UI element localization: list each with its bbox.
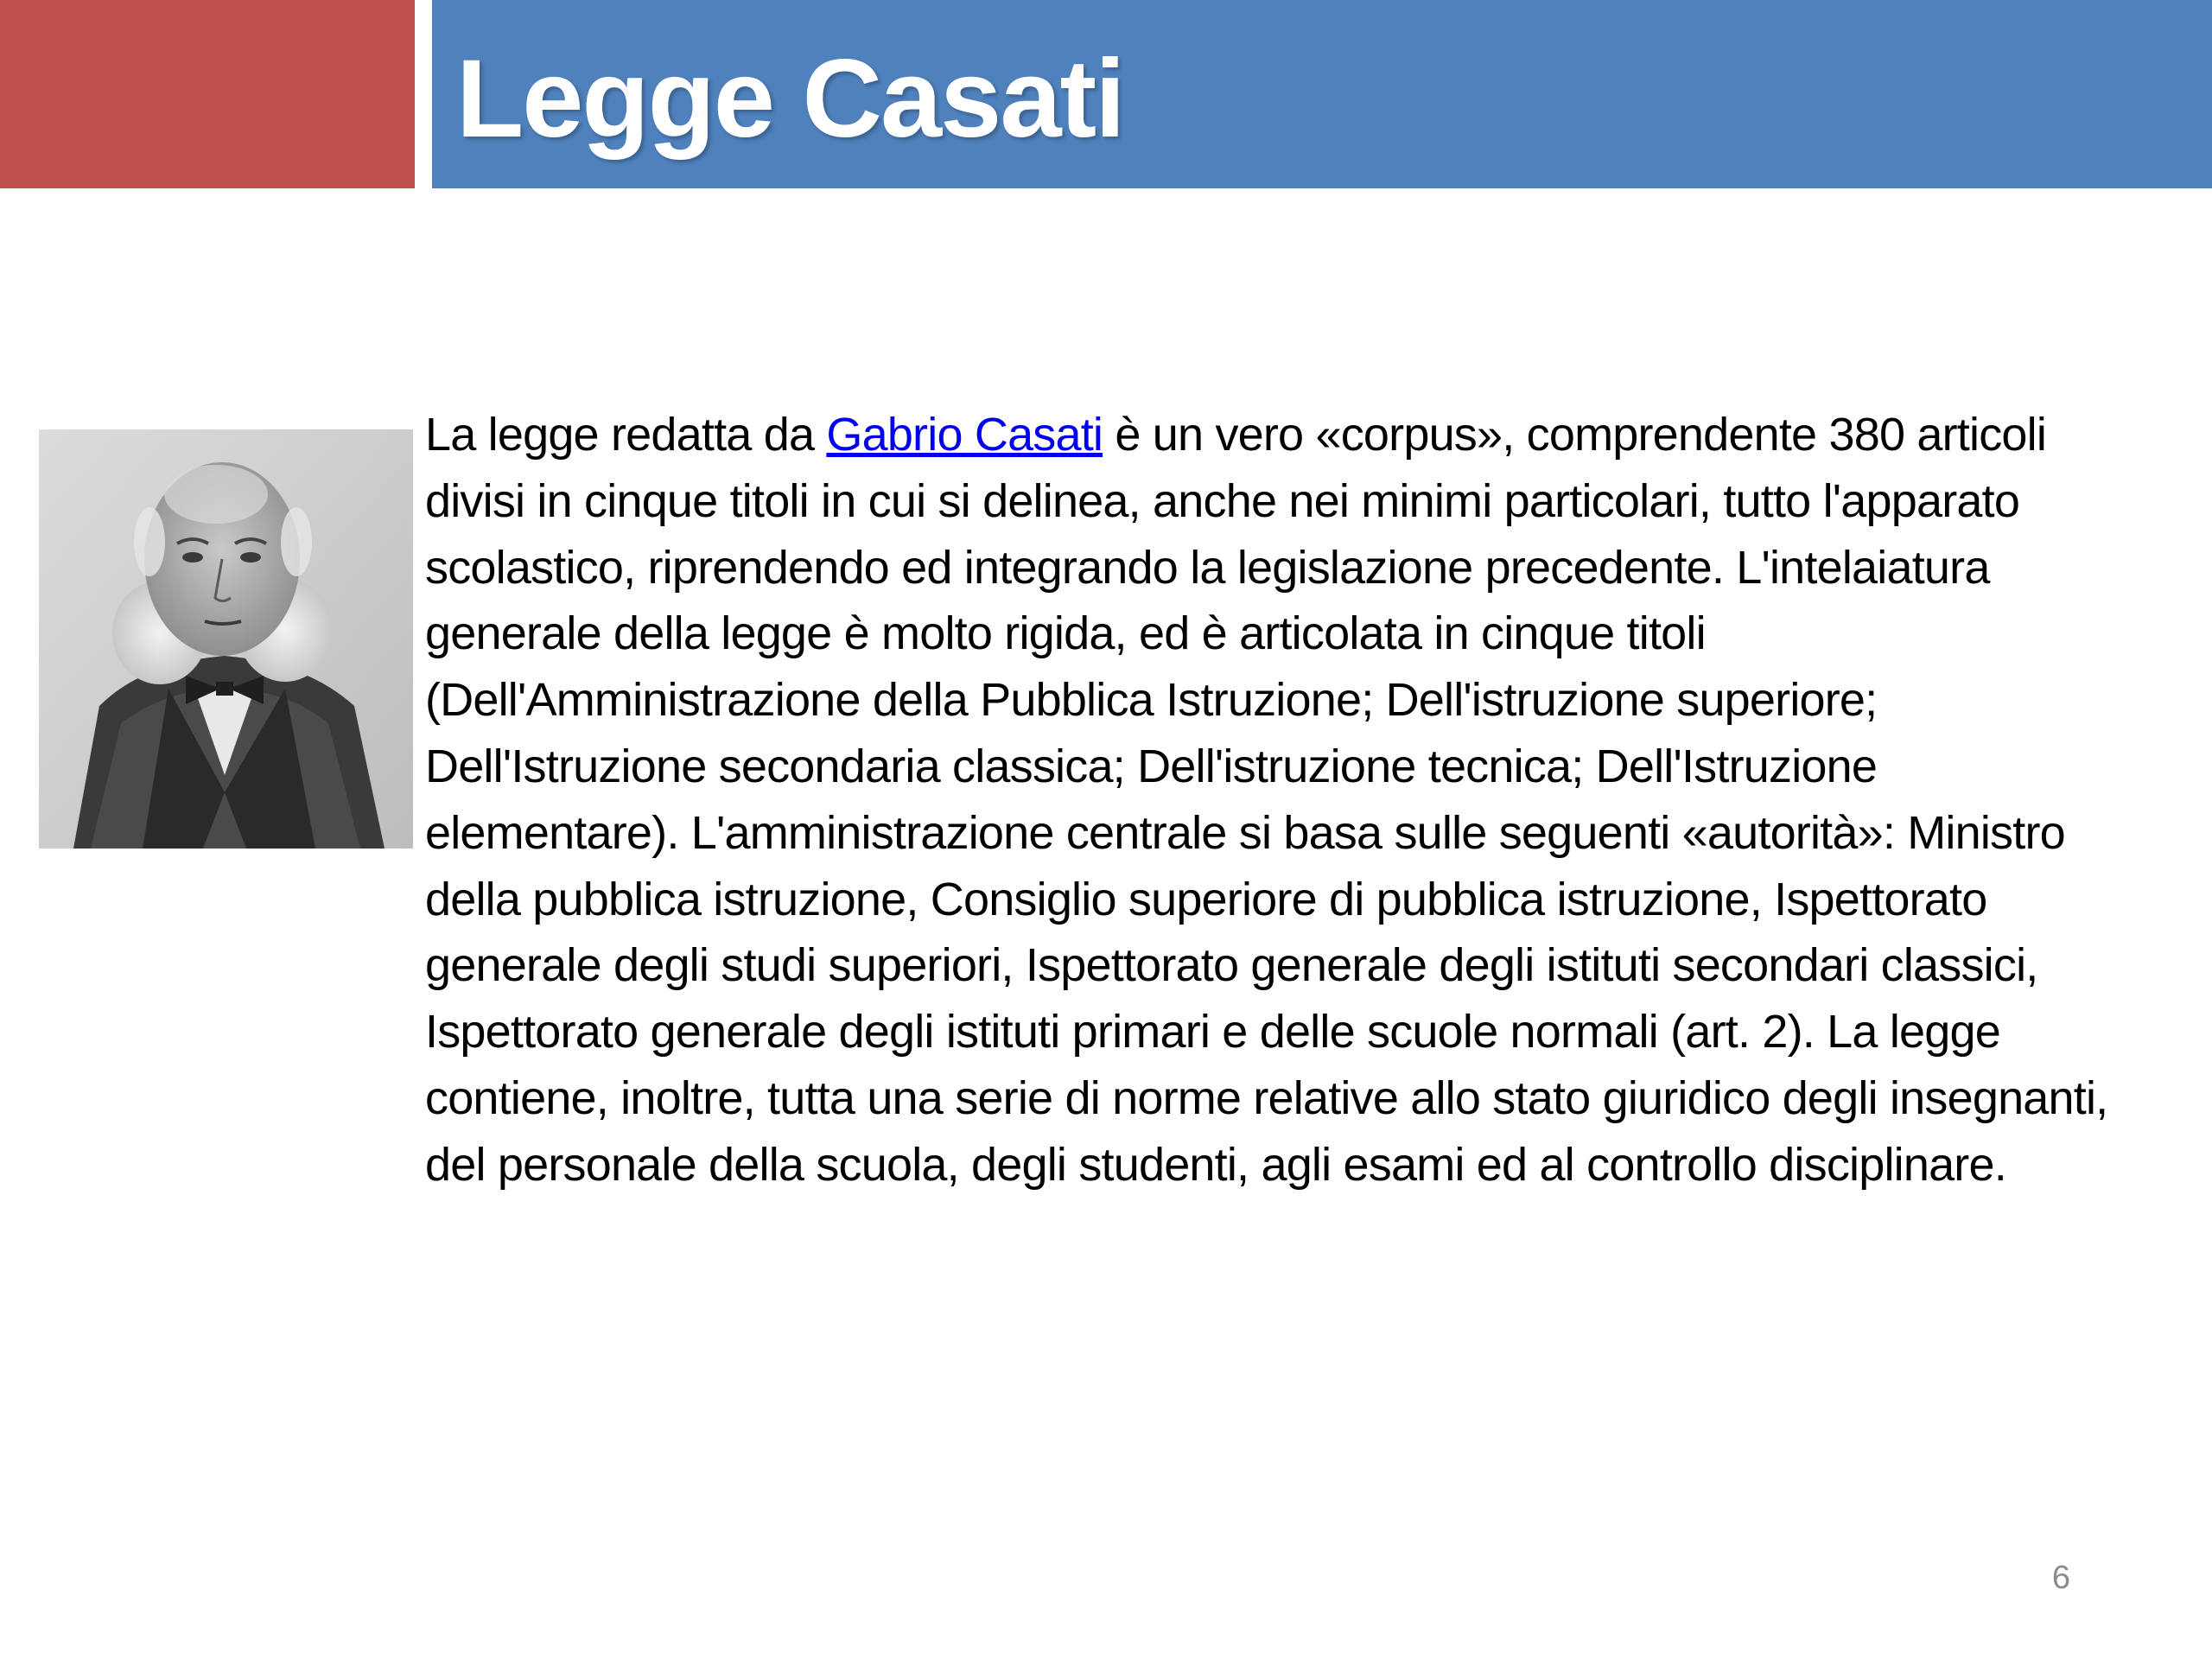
- body-line: scolastico, riprendendo ed integrando la legislazione precedente. L'intelaiatura: [425, 541, 1990, 594]
- portrait-photo: [39, 429, 413, 849]
- body-text-segment: La legge redatta da: [425, 409, 827, 461]
- body-line: generale degli studi superiori, Ispettorato generale degli istituti secondari classici,: [425, 939, 2038, 992]
- body-line: elementare). L'amministrazione centrale si basa sulle seguenti «autorità»: Ministro: [425, 806, 2065, 859]
- body-line: Dell'Istruzione secondaria classica; Dell'istruzione tecnica; Dell'Istruzione: [425, 740, 1878, 792]
- body-line: della pubblica istruzione, Consiglio superiore di pubblica istruzione, Ispettorato: [425, 873, 1987, 925]
- body-line: del personale della scuola, degli studenti, agli esami ed al controllo disciplinare.: [425, 1138, 2006, 1191]
- body-line: Ispettorato generale degli istituti primari e delle scuole normali (art. 2). La legge: [425, 1006, 2000, 1058]
- body-line: generale della legge è molto rigida, ed è articolata in cinque titoli: [425, 607, 1706, 660]
- header-accent-block: [0, 0, 415, 188]
- body-line: (Dell'Amministrazione della Pubblica Istruzione; Dell'istruzione superiore;: [425, 674, 1878, 727]
- body-line: [425, 402, 2162, 468]
- body-line: divisi in cinque titoli in cui si delinea, anche nei minimi particolari, tutto l'apparato: [425, 474, 2020, 527]
- body-paragraph: [425, 402, 2162, 1198]
- slide-title: Legge Casati: [456, 37, 1124, 161]
- page-number: 6: [2051, 1560, 2070, 1596]
- body-line: contiene, inoltre, tutta una serie di norme relative allo stato giuridico degli insegnanti,: [425, 1071, 2108, 1124]
- body-text-segment: è un vero «corpus», comprendente 380 articoli: [1103, 409, 2047, 461]
- gabrio-casati-link[interactable]: Gabrio Casati: [826, 409, 1103, 461]
- portrait-photo-icon: [39, 429, 413, 849]
